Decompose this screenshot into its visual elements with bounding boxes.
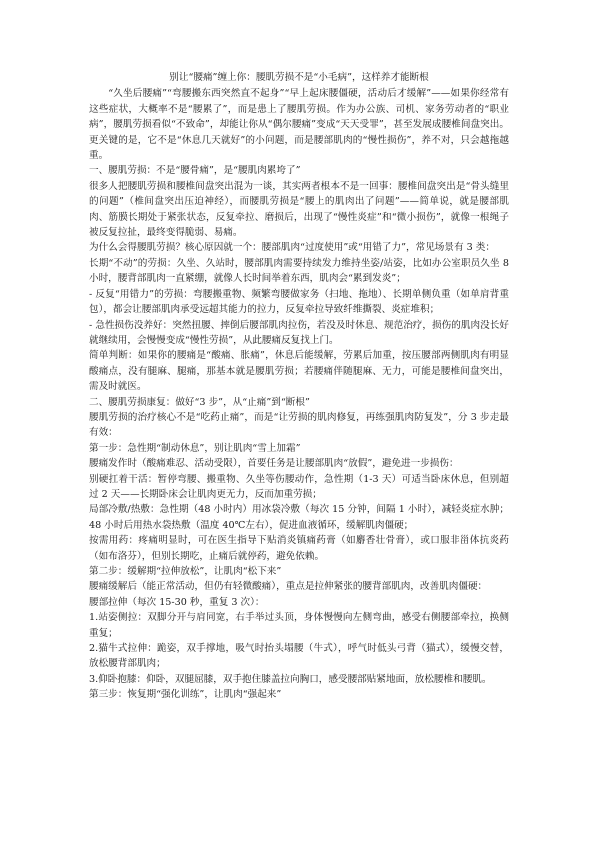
body-paragraph: 长期“不动”的劳损：久坐、久站时，腰部肌肉需要持续发力维持坐姿/站姿，比如办公室职员久坐 8 小时，腰背部肌肉一直紧绷，就像人长时间举着东西，肌肉会“累到发炎”； xyxy=(89,257,509,285)
step-heading: 第一步：急性期“制动休息”，别让肌肉“雪上加霜” xyxy=(89,442,301,454)
body-paragraph: 为什么会得腰肌劳损？核心原因就一个：腰部肌肉“过度使用”或“用错了力”，常见场景有 3 类： xyxy=(89,242,495,254)
body-paragraph: 按需用药：疼痛明显时，可在医生指导下贴消炎镇痛药膏（如麝香壮骨膏），或口服非甾体抗炎药（如布洛芬），但别长期吃，止痛后就停药，避免依赖。 xyxy=(89,535,509,562)
body-paragraph: - 反复“用错力”的劳损：弯腰搬重物、频繁弯腰做家务（扫地、拖地）、长期单侧负重（如单肩背重包），都会让腰部肌肉承受远超其能力的拉力，反复牵拉导致纤维撕裂、炎症堆积； xyxy=(89,288,509,316)
body-paragraph: 腰痛缓解后（能正常活动，但仍有轻微酸痛），重点是拉伸紧张的腰背部肌肉，改善肌肉僵硬： xyxy=(89,581,488,593)
body-paragraph: 腰部拉伸（每次 15-30 秒，重复 3 次）： xyxy=(89,596,265,608)
step-heading: 第二步：缓解期“拉伸放松”，让肌肉“松下来” xyxy=(89,566,282,577)
section-heading: 一、腰肌劳损：不是“腰骨痛”，是“腰肌肉累垮了” xyxy=(89,165,301,177)
body-paragraph: 腰痛发作时（酸痛难忍、活动受限），首要任务是让腰部肌肉“放假”，避免进一步损伤： xyxy=(89,458,459,470)
document-title: 别让“腰痛”缠上你：腰肌劳损不是“小毛病”，这样养才能断根 xyxy=(169,72,429,83)
step-heading: 第三步：恢复期“强化训练”，让肌肉“强起来” xyxy=(89,689,282,701)
intro-paragraph: “久坐后腰痛”“弯腰搬东西突然直不起身”“早上起床腰僵硬，活动后才缓解”——如果你经常有这些症状，大概率不是“腰累了”，而是患上了腰肌劳损。作为办公族、司机、家务劳动者的“职业病”，腰肌劳损看似“不致命”，却能让你从“偶尔腰痛”变成“天天受罪”，甚至发展成腰椎间盘突出。更关键的是，它不是“休息几天就好”的小问题，而是腰部肌肉的“慢性损伤”，养不对，只会越拖越重。 xyxy=(89,88,509,162)
body-paragraph: - 急性损伤没养好：突然扭腰、摔倒后腰部肌肉拉伤，若没及时休息、规范治疗，损伤的肌肉没长好就继续用，会慢慢变成“慢性劳损”，从此腰痛反复找上门。 xyxy=(89,319,509,346)
body-paragraph: 别硬扛着干活：暂停弯腰、搬重物、久坐等伤腰动作，急性期（1-3 天）可适当卧床休息，但别超过 2 天——长期卧床会让肌肉更无力，反而加重劳损； xyxy=(89,473,509,500)
body-paragraph: 局部冷敷/热敷：急性期（48 小时内）用冰袋冷敷（每次 15 分钟，间隔 1 小时），减轻炎症水肿；48 小时后用热水袋热敷（温度 40℃左右），促进血液循环，缓解肌肉僵硬； xyxy=(89,504,509,531)
section-heading: 二、腰肌劳损康复：做好“3 步”，从“止痛”到“断根” xyxy=(89,396,310,408)
list-item: 1.站姿侧拉：双脚分开与肩同宽，右手举过头顶，身体慢慢向左侧弯曲，感受右侧腰部牵拉，换侧重复； xyxy=(89,612,509,639)
body-paragraph: 简单判断：如果你的腰痛是“酸痛、胀痛”，休息后能缓解，劳累后加重，按压腰部两侧肌肉有明显酸痛点，没有腿麻、腿痛，那基本就是腰肌劳损；若腰痛伴随腿麻、无力，可能是腰椎间盘突出，需及时就医。 xyxy=(89,350,509,393)
body-paragraph: 腰肌劳损的治疗核心不是“吃药止痛”，而是“让劳损的肌肉修复，再练强肌肉防复发”，分 3 步走最有效： xyxy=(89,411,509,439)
list-item: 3.仰卧抱膝：仰卧，双腿屈膝，双手抱住膝盖拉向胸口，感受腰部贴紧地面，放松腰椎和腰肌。 xyxy=(89,673,492,685)
body-paragraph: 很多人把腰肌劳损和腰椎间盘突出混为一谈，其实两者根本不是一回事：腰椎间盘突出是“骨头缝里的问题”（椎间盘突出压迫神经），而腰肌劳损是“腰上的肌肉出了问题”——简单说，就是腰部肌肉、筋膜长期处于紧张状态，反复牵拉、磨损后，出现了“慢性炎症”和“微小损伤”，就像一根绳子被反复拉扯，最终变得脆弱、易痛。 xyxy=(89,180,509,239)
list-item: 2.猫牛式拉伸：跪姿，双手撑地，吸气时抬头塌腰（牛式），呼气时低头弓背（猫式），缓慢交替，放松腰背部肌肉； xyxy=(89,643,509,670)
